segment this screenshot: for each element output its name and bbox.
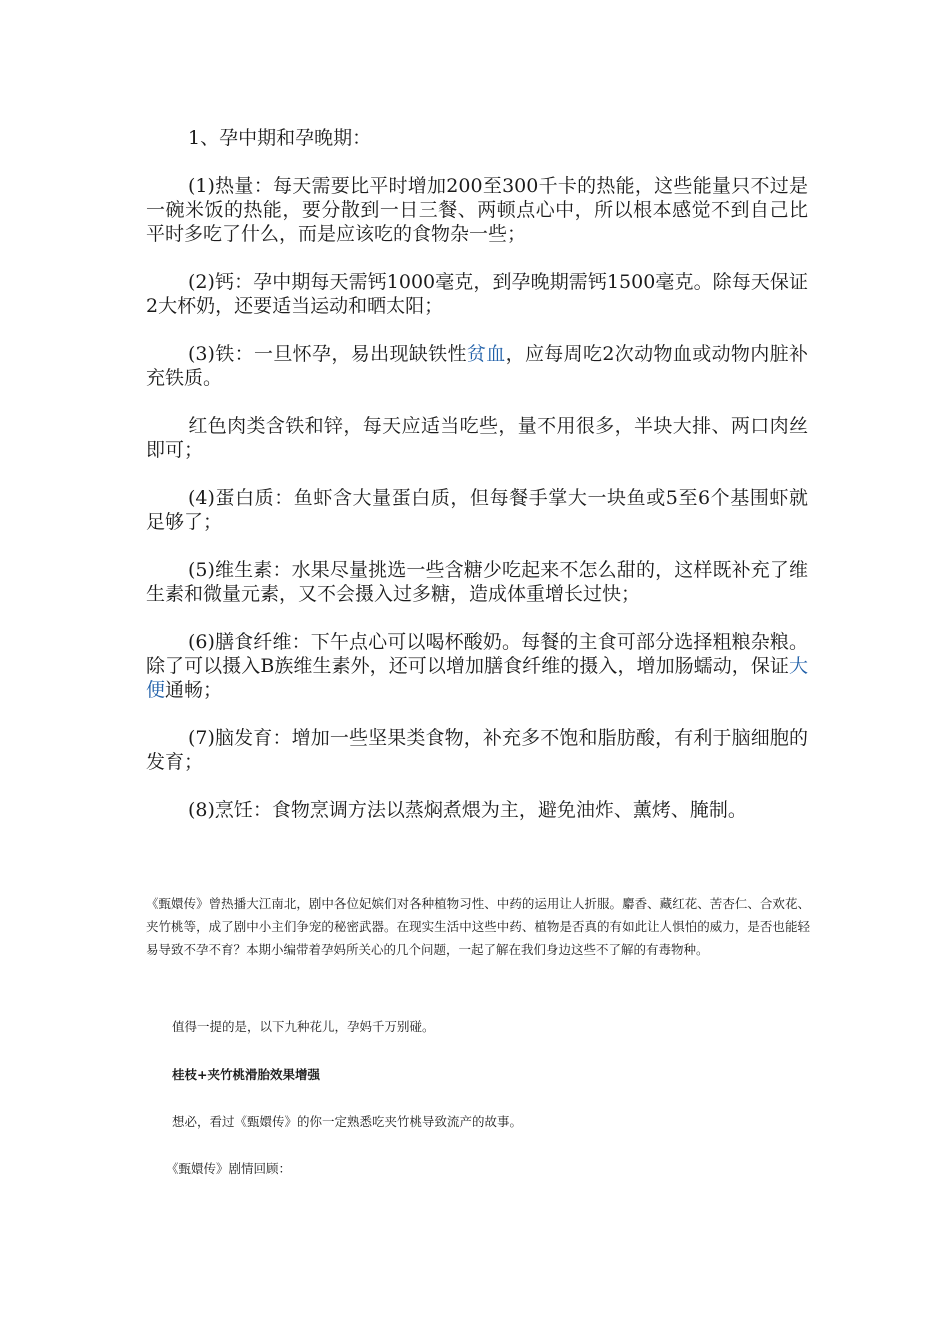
article-intro: 《甄嬛传》曾热播大江南北，剧中各位妃嫔们对各种植物习性、中药的运用让人折服。麝香、藏红花、苦杏仁、合欢花、夹竹桃等，成了剧中小主们争宠的秘密武器。在现实生活中这些中药、植物是否真的有如此让人惧怕的威力，是否也能轻易导致不孕不育？本期小编带着孕妈所关心的几个问题，一起了解在我们身边这些不了解的有毒物种。 <box>146 896 810 957</box>
item-iron-text-end: ，应每周吃2次动物血或动物内脏补充铁质。 <box>146 343 808 389</box>
item-fiber-text: (6)膳食纤维：下午点心可以喝杯酸奶。每餐的主食可部分选择粗粮杂粮。除了可以摄入B族维生素外，还可以增加膳食纤维的摄入，增加肠蠕动，保证 <box>146 631 808 677</box>
section-heading <box>146 126 808 150</box>
item-brain-text: (7)脑发育：增加一些坚果类食物，补充多不饱和脂肪酸，有利于脑细胞的发育； <box>146 727 808 773</box>
item-iron <box>146 342 808 390</box>
item-protein <box>146 486 808 534</box>
anemia-link[interactable]: 贫血 <box>466 343 506 365</box>
item-calcium-text: (2)钙：孕中期每天需钙1000毫克，到孕晚期需钙1500毫克。除每天保证2大杯奶，还要适当运动和晒太阳； <box>146 271 808 317</box>
item-calcium <box>146 270 808 318</box>
item-heat <box>146 174 808 246</box>
item-vitamin-text: (5)维生素：水果尽量挑选一些含糖少吃起来不怎么甜的，这样既补充了维生素和微量元素，又不会摄入过多糖，造成体重增长过快； <box>146 559 808 605</box>
article-note: 值得一提的是，以下九种花儿，孕妈千万别碰。 <box>172 1019 435 1034</box>
item-fiber <box>146 630 808 702</box>
article-paragraph-1: 想必，看过《甄嬛传》的你一定熟悉吃夹竹桃导致流产的故事。 <box>172 1114 523 1129</box>
article-paragraph-2: 《甄嬛传》剧情回顾： <box>166 1161 292 1176</box>
item-cooking-text: (8)烹饪：食物烹调方法以蒸焖煮煨为主，避免油炸、薰烤、腌制。 <box>188 799 747 821</box>
item-redmeat <box>146 414 808 462</box>
item-protein-text: (4)蛋白质：鱼虾含大量蛋白质，但每餐手掌大一块鱼或5至6个基围虾就足够了； <box>146 487 808 533</box>
item-heat-text: (1)热量：每天需要比平时增加200至300千卡的热能，这些能量只不过是一碗米饭的热能，要分散到一日三餐、两顿点心中，所以根本感觉不到自己比平时多吃了什么，而是应该吃的食物杂一些； <box>146 175 808 245</box>
article-subheading: 桂枝+夹竹桃滑胎效果增强 <box>172 1067 320 1082</box>
item-brain <box>146 726 808 774</box>
section-heading-text: 1、孕中期和孕晚期： <box>188 127 372 149</box>
item-fiber-text-end: 通畅； <box>165 679 223 701</box>
item-iron-text: (3)铁：一旦怀孕，易出现缺铁性 <box>188 343 467 365</box>
item-cooking <box>146 798 808 822</box>
item-redmeat-text: 红色肉类含铁和锌，每天应适当吃些，量不用很多，半块大排、两口肉丝即可； <box>146 415 808 461</box>
item-vitamin <box>146 558 808 606</box>
stool-link[interactable]: 大便 <box>146 655 808 701</box>
